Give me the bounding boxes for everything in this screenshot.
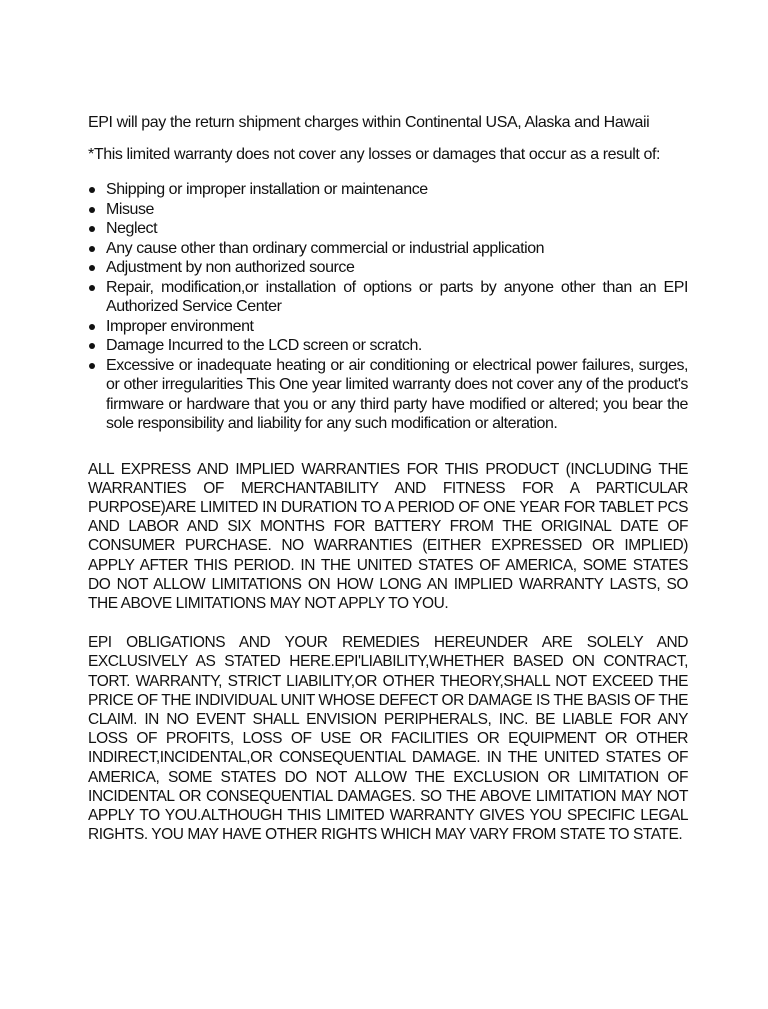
exclusions-list <box>88 180 688 434</box>
list-item: Misuse <box>88 200 688 220</box>
list-item: Shipping or improper installation or maintenance <box>88 180 688 200</box>
exclusions-intro: *This limited warranty does not cover any losses or damages that occur as a result of: <box>88 146 661 163</box>
return-shipment-note: EPI will pay the return shipment charges within Continental USA, Alaska and Hawaii <box>88 114 650 131</box>
list-item: Any cause other than ordinary commercial or industrial application <box>88 239 688 259</box>
list-item: Improper environment <box>88 317 688 337</box>
obligations-paragraph: EPI OBLIGATIONS AND YOUR REMEDIES HEREUNDER ARE SOLELY AND EXCLUSIVELY AS STATED HERE.EPI'LIABILITY,WHETHER BASED ON CONTRACT, TORT. WARRANTY, STRICT LIABILITY,OR OTHER THEORY,SHALL NOT EXCEED THE PRICE OF THE INDIVIDUAL UNIT WHOSE DEFECT OR DAMAGE IS THE BASIS OF THE CLAIM. IN NO EVENT SHALL ENVISION PERIPHERALS, INC. BE LIABLE FOR ANY LOSS OF PROFITS, LOSS OF USE OR FACILITIES OR EQUIPMENT OR OTHER INDIRECT,INCIDENTAL,OR CONSEQUENTIAL DAMAGE. IN THE UNITED STATES OF AMERICA, SOME STATES DO NOT ALLOW THE EXCLUSION OR LIMITATION OF INCIDENTAL OR CONSEQUENTIAL DAMAGES. SO THE ABOVE LIMITATION MAY NOT APPLY TO YOU.ALTHOUGH THIS LIMITED WARRANTY GIVES YOU SPECIFIC LEGAL RIGHTS. YOU MAY HAVE OTHER RIGHTS WHICH MAY VARY FROM STATE TO STATE. <box>88 634 688 844</box>
list-item: Excessive or inadequate heating or air conditioning or electrical power failures, surges, or other irregularities This One year limited warranty does not cover any of the product's firmware or hardware that you or any third party have modified or altered; you bear the sole responsibility and liability for any such modification or alteration. <box>88 356 688 434</box>
implied-warranties-paragraph: ALL EXPRESS AND IMPLIED WARRANTIES FOR THIS PRODUCT (INCLUDING THE WARRANTIES OF MERCHANTABILITY AND FITNESS FOR A PARTICULAR PURPOSE)ARE LIMITED IN DURATION TO A PERIOD OF ONE YEAR FOR TABLET PCS AND LABOR AND SIX MONTHS FOR BATTERY FROM THE ORIGINAL DATE OF CONSUMER PURCHASE. NO WARRANTIES (EITHER EXPRESSED OR IMPLIED) APPLY AFTER THIS PERIOD. IN THE UNITED STATES OF AMERICA, SOME STATES DO NOT ALLOW LIMITATIONS ON HOW LONG AN IMPLIED WARRANTY LASTS, SO THE ABOVE LIMITATIONS MAY NOT APPLY TO YOU. <box>88 460 688 612</box>
list-item: Adjustment by non authorized source <box>88 258 688 278</box>
list-item: Repair, modification,or installation of options or parts by anyone other than an EPI Authorized Service Center <box>88 278 688 317</box>
list-item: Damage Incurred to the LCD screen or scratch. <box>88 336 688 356</box>
warranty-page <box>88 112 688 844</box>
list-item: Neglect <box>88 219 688 239</box>
